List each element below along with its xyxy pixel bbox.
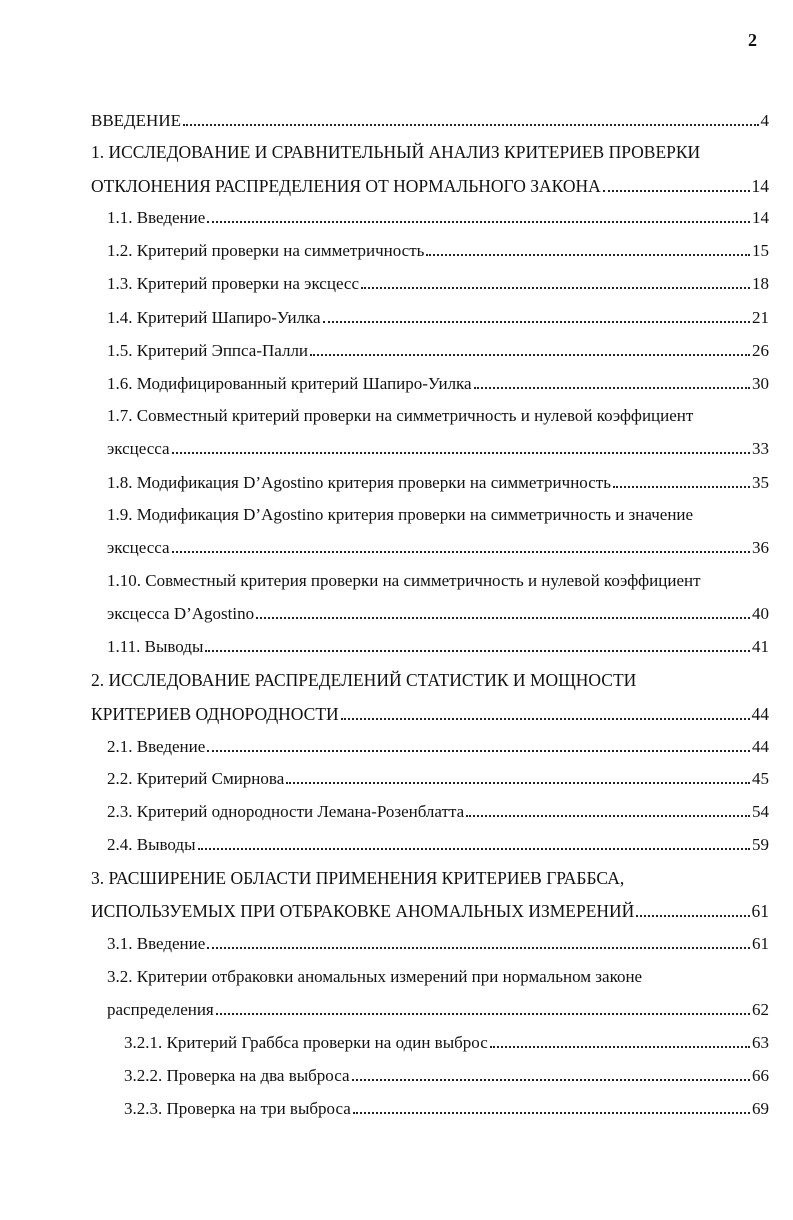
toc-entry-1-9[interactable] — [107, 537, 769, 559]
toc-leader-dots — [183, 124, 759, 126]
page-number: 2 — [748, 30, 757, 50]
toc-entry-title: КРИТЕРИЕВ ОДНОРОДНОСТИ — [91, 704, 339, 724]
toc-leader-dots — [613, 486, 750, 488]
toc-leader-dots — [207, 221, 750, 223]
toc-entry-2-1[interactable] — [107, 736, 769, 758]
toc-entry-page: 40 — [752, 604, 769, 623]
toc-entry-1-9-line1[interactable]: 1.9. Модификация D’Agostino критерия проверки на симметричность и значение — [107, 505, 694, 524]
toc-entry-title: ВВЕДЕНИЕ — [91, 111, 181, 130]
toc-entry-page: 61 — [751, 901, 769, 921]
toc-entry-page: 66 — [752, 1066, 769, 1085]
toc-leader-dots — [323, 321, 750, 323]
toc-entry-page: 44 — [751, 704, 769, 724]
toc-entry-2-2[interactable] — [107, 768, 769, 790]
toc-leader-dots — [207, 750, 750, 752]
toc-entry-2-3[interactable] — [107, 801, 769, 823]
toc-leader-dots — [361, 287, 750, 289]
toc-leader-dots — [310, 354, 750, 356]
toc-entry-1-11[interactable] — [107, 636, 769, 658]
toc-entry-page: 62 — [752, 1000, 769, 1019]
toc-entry-1-7[interactable] — [107, 438, 769, 460]
toc-chapter-3-line1[interactable]: 3. РАСШИРЕНИЕ ОБЛАСТИ ПРИМЕНЕНИЯ КРИТЕРИЕВ ГРАББСА, — [91, 868, 625, 888]
toc-entry-title: ОТКЛОНЕНИЯ РАСПРЕДЕЛЕНИЯ ОТ НОРМАЛЬНОГО ЗАКОНА — [91, 176, 601, 196]
toc-leader-dots — [286, 782, 750, 784]
toc-entry-1-10[interactable] — [107, 603, 769, 625]
toc-entry-title: ИСПОЛЬЗУЕМЫХ ПРИ ОТБРАКОВКЕ АНОМАЛЬНЫХ ИЗМЕРЕНИЙ — [91, 901, 635, 921]
toc-entry-page: 14 — [751, 176, 769, 196]
toc-entry-1-6[interactable] — [107, 373, 769, 395]
toc-leader-dots — [353, 1112, 750, 1114]
toc-entry-title: 1.4. Критерий Шапиро-Уилка — [107, 308, 321, 327]
toc-entry-3-2-3[interactable] — [124, 1098, 769, 1120]
toc-leader-dots — [426, 254, 750, 256]
toc-entry-1-3[interactable] — [107, 273, 769, 295]
toc-entry-title: распределения — [107, 1000, 214, 1019]
toc-leader-dots — [205, 650, 750, 652]
toc-entry-chapter-3[interactable] — [91, 900, 769, 922]
toc-leader-dots — [341, 718, 750, 720]
toc-leader-dots — [636, 915, 749, 917]
toc-entry-page: 4 — [760, 111, 769, 130]
toc-entry-title: 2.3. Критерий однородности Лемана-Розенблатта — [107, 802, 465, 821]
toc-leader-dots — [466, 815, 750, 817]
toc-entry-title: 3.2.3. Проверка на три выброса — [124, 1099, 351, 1118]
toc-entry-page: 30 — [752, 374, 769, 393]
toc-entry-page: 14 — [752, 208, 769, 227]
toc-entry-page: 63 — [752, 1033, 769, 1052]
toc-entry-1-4[interactable] — [107, 307, 769, 329]
toc-leader-dots — [490, 1046, 750, 1048]
toc-entry-title: 2.2. Критерий Смирнова — [107, 769, 285, 788]
toc-entry-1-2[interactable] — [107, 240, 769, 262]
toc-entry-page: 18 — [752, 274, 769, 293]
toc-leader-dots — [198, 848, 750, 850]
toc-entry-title: 3.2.1. Критерий Граббса проверки на один выброс — [124, 1033, 488, 1052]
toc-entry-3-2-1[interactable] — [124, 1032, 769, 1054]
toc-entry-page: 33 — [752, 439, 769, 458]
toc-leader-dots — [352, 1079, 750, 1081]
toc-entry-page: 45 — [752, 769, 769, 788]
toc-entry-title: 3.1. Введение — [107, 934, 206, 953]
toc-entry-2-4[interactable] — [107, 834, 769, 856]
toc-entry-1-10-line1[interactable]: 1.10. Совместный критерия проверки на симметричность и нулевой коэффициент — [107, 571, 701, 590]
toc-leader-dots — [603, 190, 750, 192]
toc-entry-page: 15 — [752, 241, 769, 260]
toc-entry-chapter-2[interactable] — [91, 703, 769, 725]
toc-entry-intro[interactable] — [91, 110, 769, 132]
toc-entry-title: 2.1. Введение — [107, 737, 206, 756]
toc-entry-page: 26 — [752, 341, 769, 360]
toc-entry-title: 1.8. Модификация D’Agostino критерия проверки на симметричность — [107, 473, 611, 492]
toc-entry-title: эксцесса D’Agostino — [107, 604, 255, 623]
toc-entry-title: 1.5. Критерий Эппса-Палли — [107, 341, 309, 360]
toc-entry-1-7-line1[interactable]: 1.7. Совместный критерий проверки на симметричность и нулевой коэффициент — [107, 406, 694, 425]
toc-entry-3-2-line1[interactable]: 3.2. Критерии отбраковки аномальных измерений при нормальном законе — [107, 967, 643, 986]
toc-entry-title: 2.4. Выводы — [107, 835, 196, 854]
toc-entry-page: 35 — [752, 473, 769, 492]
toc-leader-dots — [207, 947, 750, 949]
toc-entry-1-1[interactable] — [107, 207, 769, 229]
toc-entry-page: 41 — [752, 637, 769, 656]
toc-entry-title: 1.1. Введение — [107, 208, 206, 227]
toc-entry-page: 36 — [752, 538, 769, 557]
toc-chapter-2-line1[interactable]: 2. ИССЛЕДОВАНИЕ РАСПРЕДЕЛЕНИЙ СТАТИСТИК И МОЩНОСТИ — [91, 670, 637, 690]
toc-entry-3-2-2[interactable] — [124, 1065, 769, 1087]
toc-entry-page: 21 — [752, 308, 769, 327]
toc-entry-page: 44 — [752, 737, 769, 756]
toc-entry-title: 1.11. Выводы — [107, 637, 204, 656]
toc-leader-dots — [172, 551, 750, 553]
toc-leader-dots — [474, 387, 750, 389]
toc-entry-title: 3.2.2. Проверка на два выброса — [124, 1066, 350, 1085]
toc-entry-title: эксцесса — [107, 538, 170, 557]
toc-leader-dots — [172, 452, 750, 454]
toc-leader-dots — [216, 1013, 750, 1015]
toc-entry-1-8[interactable] — [107, 472, 769, 494]
toc-entry-title: 1.2. Критерий проверки на симметричность — [107, 241, 425, 260]
toc-entry-chapter-1[interactable] — [91, 175, 769, 197]
toc-entry-page: 69 — [752, 1099, 769, 1118]
toc-leader-dots — [256, 617, 750, 619]
toc-chapter-1-line1[interactable]: 1. ИССЛЕДОВАНИЕ И СРАВНИТЕЛЬНЫЙ АНАЛИЗ КРИТЕРИЕВ ПРОВЕРКИ — [91, 142, 701, 162]
toc-entry-3-2[interactable] — [107, 999, 769, 1021]
toc-entry-page: 59 — [752, 835, 769, 854]
toc-entry-1-5[interactable] — [107, 340, 769, 362]
toc-entry-title: эксцесса — [107, 439, 170, 458]
toc-entry-page: 54 — [752, 802, 769, 821]
toc-entry-title: 1.3. Критерий проверки на эксцесс — [107, 274, 360, 293]
toc-entry-3-1[interactable] — [107, 933, 769, 955]
toc-entry-page: 61 — [752, 934, 769, 953]
toc-entry-title: 1.6. Модифицированный критерий Шапиро-Уилка — [107, 374, 472, 393]
